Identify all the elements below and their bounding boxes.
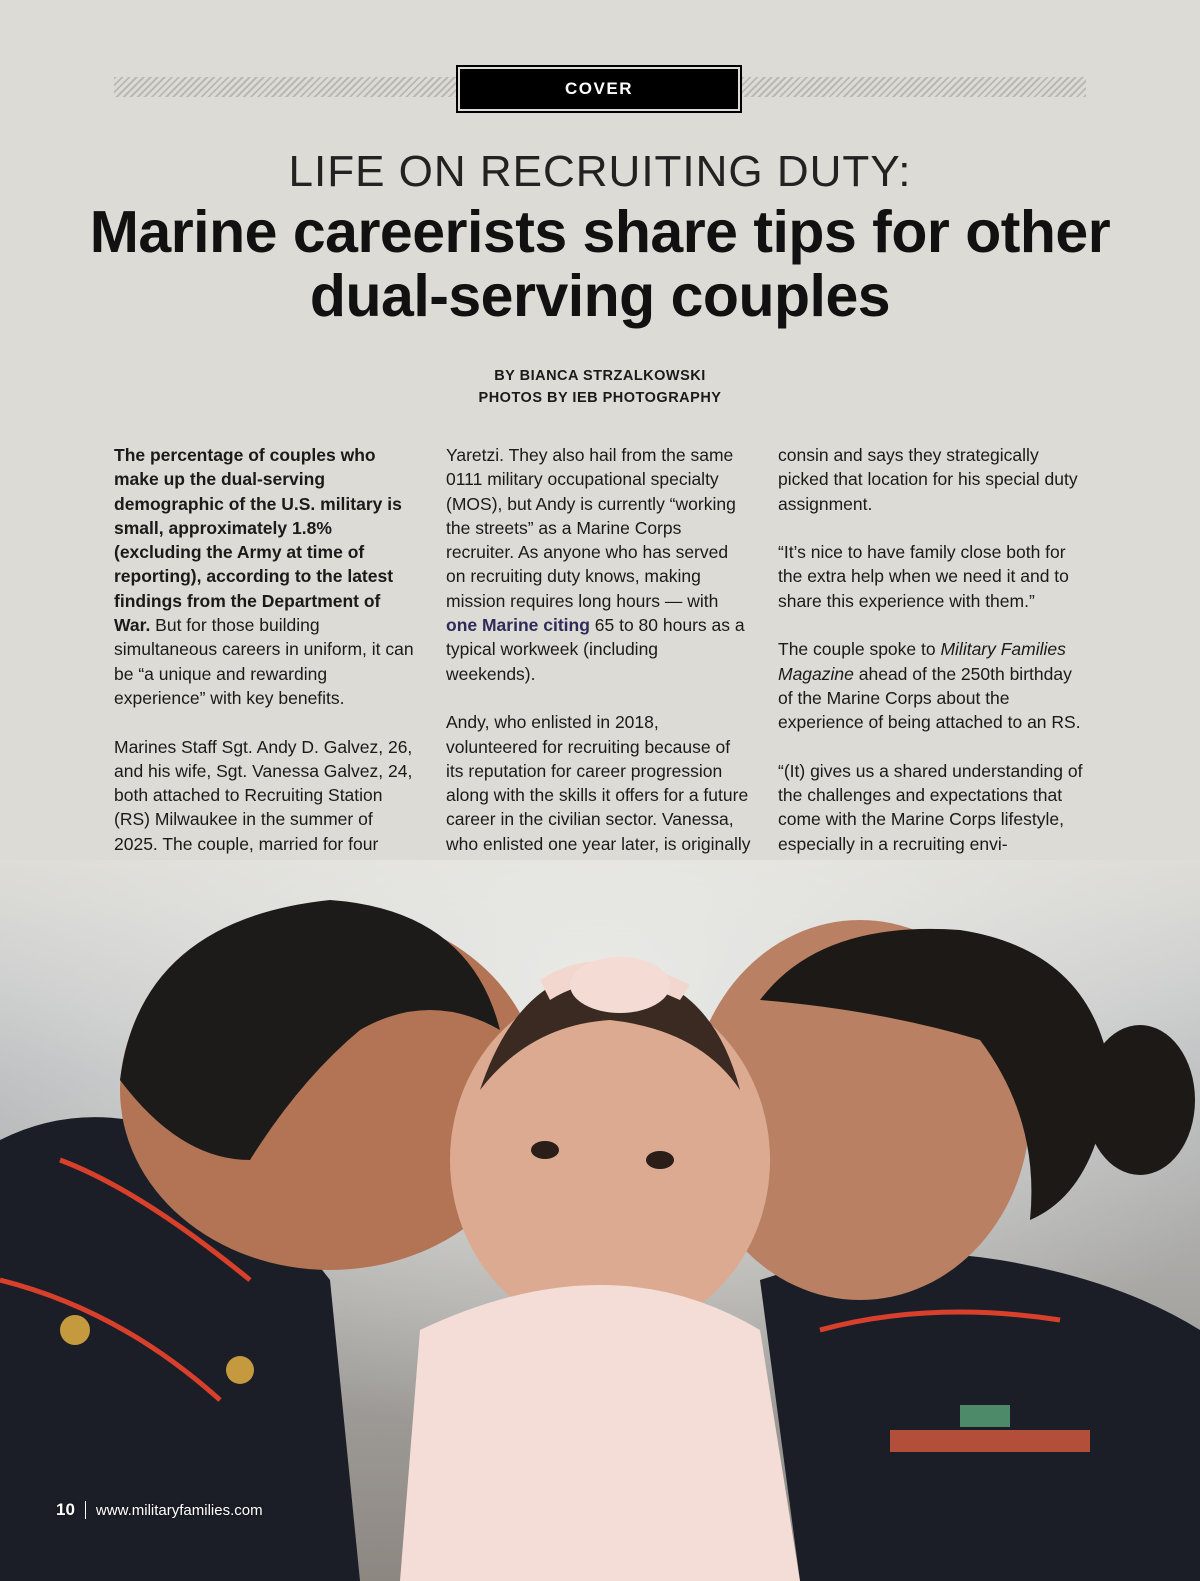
article-column-3 (778, 443, 1084, 880)
paragraph (778, 637, 1084, 734)
paragraph-text: 65 to 80 hours as a typical workweek (including weekends). (446, 615, 745, 684)
magazine-title: Military Families Magazine (778, 639, 1066, 684)
paragraph-text: Yaretzi. They also hail from the same 0111 military occupational specialty (MOS), but Andy is currently “working the streets” as a Marine Corps recruiter. As anyone who has served on recruiting duty knows, making mission requires long hours — with (446, 445, 736, 611)
section-banner (456, 65, 742, 113)
lead-text: The percentage of couples who make up the dual-serving demographic of the U.S. military is small, approximately 1.8% (excluding the Army at time of reporting), according to the latest findings from the Department of War. (114, 445, 402, 636)
banner-hatch-left (114, 77, 456, 97)
section-label: COVER (460, 69, 738, 109)
paragraph (114, 443, 420, 710)
family-photo (0, 860, 1200, 1581)
article-column-2 (446, 443, 752, 905)
woman-hair-bun (1085, 1025, 1195, 1175)
byline (0, 365, 1200, 409)
baby-bow (570, 957, 670, 1013)
paragraph-text: The couple spoke to (778, 639, 941, 660)
byline-photos: PHOTOS BY IEB PHOTOGRAPHY (478, 390, 722, 406)
paragraph: Andy, who enlisted in 2018, volunteered for recruiting because of its reputation for career progression along with the skills it offers for a future career in the civilian sector. Vanessa, who enlisted one year later, is originally (446, 712, 751, 854)
paragraph: “It’s nice to have family close both for the extra help when we need it and to share this experience with them.” (778, 542, 1069, 611)
baby-dress (400, 1285, 800, 1581)
photo-illustration (0, 860, 1200, 1581)
paragraph-text: But for those building simultaneous careers in uniform, it can be “a unique and rewarding experience” with key benefits. (114, 615, 414, 708)
baby-face (450, 985, 770, 1335)
article-column-1 (114, 443, 420, 929)
one-marine-citing-link[interactable]: one Marine citing (446, 615, 590, 636)
page-footer (56, 1500, 263, 1520)
paragraph (446, 443, 752, 686)
paragraph: consin and says they strategically picked that location for his special duty assignment. (778, 445, 1078, 514)
paragraph: Marines Staff Sgt. Andy D. Galvez, 26, and his wife, Sgt. Vanessa Galvez, 24, both attached to Recruiting Station (RS) Milwaukee in the summer of 2025. The couple, married for four (114, 736, 413, 854)
paragraph: “(It) gives us a shared understanding of the challenges and expectations that come with the Marine Corps lifestyle, especially in a recruiting envi- (778, 760, 1083, 854)
banner-hatch-right (742, 77, 1086, 97)
website-link[interactable]: www.militaryfamilies.com (95, 1501, 263, 1519)
kicker: LIFE ON RECRUITING DUTY: (288, 147, 912, 196)
headline: Marine careerists share tips for other dual-serving couples (89, 199, 1111, 329)
footer-divider (85, 1501, 86, 1519)
page-number: 10 (56, 1500, 75, 1519)
paragraph-text: ahead of the 250th birthday of the Marine Corps about the experience of being attached to an RS. (778, 663, 1081, 733)
byline-author: BY BIANCA STRZALKOWSKI (494, 368, 706, 384)
